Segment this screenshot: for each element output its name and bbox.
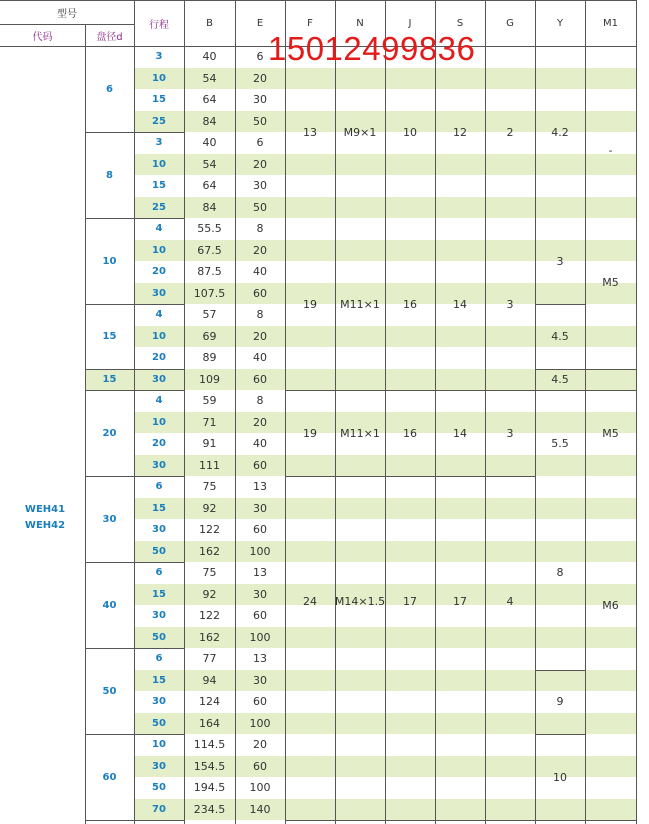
stroke-cell: 50 bbox=[152, 631, 166, 643]
header-M1: M1 bbox=[603, 17, 618, 29]
b-cell: 94 bbox=[202, 673, 217, 687]
b-cell: 64 bbox=[202, 93, 217, 107]
e-cell: 140 bbox=[249, 802, 271, 816]
cell-y: 4.2 bbox=[551, 125, 569, 139]
grid-line bbox=[0, 0, 636, 1]
e-cell: 100 bbox=[249, 716, 271, 730]
cell-g: 3 bbox=[506, 426, 514, 440]
grid-line bbox=[85, 820, 185, 821]
b-cell: 71 bbox=[202, 415, 217, 429]
stroke-cell: 50 bbox=[152, 717, 166, 729]
disc-cell: 10 bbox=[102, 255, 117, 267]
e-cell: 6 bbox=[256, 136, 264, 150]
e-cell: 20 bbox=[253, 738, 267, 752]
b-cell: 122 bbox=[199, 609, 220, 623]
b-cell: 59 bbox=[202, 394, 217, 408]
b-cell: 64 bbox=[202, 179, 217, 193]
e-cell: 100 bbox=[249, 544, 271, 558]
cell-g: 2 bbox=[506, 125, 514, 139]
cell-n: M11×1 bbox=[340, 297, 380, 311]
e-cell: 40 bbox=[253, 265, 267, 279]
watermark-phone: 15012499836 bbox=[268, 30, 476, 67]
cell-j: 16 bbox=[403, 426, 417, 440]
b-cell: 114.5 bbox=[193, 738, 226, 752]
disc-cell: 50 bbox=[102, 685, 117, 697]
stroke-cell: 70 bbox=[152, 803, 166, 815]
e-cell: 13 bbox=[253, 652, 267, 666]
e-cell: 8 bbox=[256, 308, 264, 322]
cell-g: 4 bbox=[506, 594, 514, 608]
e-cell: 60 bbox=[253, 458, 267, 472]
b-cell: 234.5 bbox=[193, 802, 226, 816]
b-cell: 194.5 bbox=[193, 781, 226, 795]
grid-line bbox=[535, 369, 585, 370]
cell-f: 19 bbox=[303, 297, 317, 311]
cell-y: 4.5 bbox=[551, 372, 569, 386]
stroke-cell: 10 bbox=[152, 416, 166, 428]
e-cell: 30 bbox=[253, 93, 267, 107]
cell-y: 5.5 bbox=[551, 437, 569, 451]
e-cell: 50 bbox=[253, 200, 267, 214]
disc-cell: 20 bbox=[102, 427, 117, 439]
stroke-cell: 10 bbox=[152, 330, 166, 342]
b-cell: 111 bbox=[199, 458, 220, 472]
stroke-cell: 30 bbox=[152, 287, 166, 299]
header-code: 代码 bbox=[32, 31, 53, 43]
disc-cell: 60 bbox=[102, 771, 117, 783]
b-cell: 69 bbox=[202, 329, 217, 343]
b-cell: 84 bbox=[202, 114, 217, 128]
cell-m1: M5 bbox=[602, 276, 619, 289]
b-cell: 77 bbox=[202, 652, 217, 666]
header-S: S bbox=[456, 17, 464, 29]
cell-m1: M6 bbox=[602, 598, 619, 612]
cell-s: 12 bbox=[453, 125, 467, 139]
stroke-cell: 6 bbox=[155, 567, 163, 579]
code-weh42: WEH42 bbox=[24, 520, 66, 531]
grid-line bbox=[85, 24, 86, 46]
cell-j: 10 bbox=[403, 125, 417, 139]
e-cell: 40 bbox=[253, 351, 267, 365]
stroke-cell: 15 bbox=[152, 94, 166, 106]
cell-g: 3 bbox=[506, 297, 514, 311]
stroke-cell: 4 bbox=[155, 223, 163, 235]
e-cell: 100 bbox=[249, 630, 271, 644]
cell-n: M14×1.5 bbox=[334, 594, 386, 608]
disc-cell: 6 bbox=[106, 83, 113, 95]
header-G: G bbox=[506, 17, 514, 29]
cell-j: 16 bbox=[403, 297, 417, 311]
stroke-cell: 10 bbox=[152, 244, 166, 256]
stroke-cell: 6 bbox=[155, 481, 163, 493]
grid-line bbox=[535, 670, 585, 671]
e-cell: 20 bbox=[253, 71, 267, 85]
grid-line bbox=[636, 0, 637, 824]
header-model: 型号 bbox=[57, 8, 77, 20]
stroke-cell: 4 bbox=[155, 395, 163, 407]
b-cell: 92 bbox=[202, 501, 217, 515]
e-cell: 60 bbox=[253, 286, 267, 300]
header-J: J bbox=[408, 17, 412, 29]
grid-line bbox=[535, 820, 585, 821]
e-cell: 30 bbox=[253, 179, 267, 193]
stroke-cell: 10 bbox=[152, 72, 166, 84]
b-cell: 122 bbox=[199, 523, 220, 537]
stroke-cell: 6 bbox=[155, 653, 163, 665]
e-cell: 13 bbox=[253, 480, 267, 494]
disc-cell: 8 bbox=[106, 169, 113, 181]
e-cell: 20 bbox=[253, 157, 267, 171]
header-E: E bbox=[256, 17, 264, 29]
cell-m1: M5 bbox=[602, 426, 619, 440]
b-cell: 91 bbox=[202, 437, 217, 451]
e-cell: 60 bbox=[253, 609, 267, 623]
stroke-cell: 15 bbox=[152, 674, 166, 686]
stroke-cell: 30 bbox=[152, 373, 166, 385]
b-cell: 67.5 bbox=[197, 243, 222, 257]
e-cell: 60 bbox=[253, 523, 267, 537]
header-F: F bbox=[307, 17, 313, 29]
b-cell: 107.5 bbox=[193, 286, 226, 300]
grid-line bbox=[535, 46, 585, 47]
stroke-cell: 20 bbox=[152, 352, 166, 364]
grid-line bbox=[535, 390, 585, 391]
code-weh41: WEH41 bbox=[24, 504, 66, 515]
e-cell: 6 bbox=[256, 50, 264, 64]
cell-f: 13 bbox=[303, 125, 317, 139]
b-cell: 40 bbox=[202, 136, 217, 150]
stroke-cell: 25 bbox=[152, 115, 166, 127]
b-cell: 55.5 bbox=[197, 222, 222, 236]
stroke-cell: 50 bbox=[152, 782, 166, 794]
cell-s: 14 bbox=[453, 426, 467, 440]
grid-line bbox=[535, 304, 585, 305]
b-cell: 164 bbox=[199, 716, 220, 730]
b-cell: 75 bbox=[202, 480, 217, 494]
grid-line bbox=[535, 734, 585, 735]
disc-cell: 15 bbox=[102, 330, 117, 342]
grid-line bbox=[585, 390, 636, 391]
b-cell: 84 bbox=[202, 200, 217, 214]
e-cell: 40 bbox=[253, 437, 267, 451]
e-cell: 30 bbox=[253, 673, 267, 687]
cell-y: 8 bbox=[556, 566, 564, 580]
e-cell: 20 bbox=[253, 329, 267, 343]
b-cell: 92 bbox=[202, 587, 217, 601]
stroke-cell: 30 bbox=[152, 696, 166, 708]
header-N: N bbox=[356, 17, 364, 29]
stroke-cell: 30 bbox=[152, 760, 166, 772]
e-cell: 30 bbox=[253, 501, 267, 515]
cell-n: M9×1 bbox=[343, 125, 377, 139]
stroke-cell: 30 bbox=[152, 459, 166, 471]
e-cell: 13 bbox=[253, 566, 267, 580]
header-Y: Y bbox=[556, 17, 564, 29]
cell-j: 17 bbox=[403, 594, 417, 608]
stroke-cell: 25 bbox=[152, 201, 166, 213]
stroke-cell: 4 bbox=[155, 309, 163, 321]
b-cell: 54 bbox=[202, 157, 217, 171]
stroke-cell: 3 bbox=[155, 51, 163, 63]
e-cell: 8 bbox=[256, 394, 264, 408]
cell-y: 4.5 bbox=[551, 329, 569, 343]
cell-f: 19 bbox=[303, 426, 317, 440]
grid-line bbox=[585, 46, 636, 47]
b-cell: 87.5 bbox=[197, 265, 222, 279]
grid-line bbox=[285, 390, 535, 391]
stroke-cell: 10 bbox=[152, 158, 166, 170]
stroke-cell: 30 bbox=[152, 524, 166, 536]
e-cell: 20 bbox=[253, 243, 267, 257]
cell-n: M11×1 bbox=[340, 426, 380, 440]
stroke-cell: 20 bbox=[152, 266, 166, 278]
b-cell: 89 bbox=[202, 351, 217, 365]
e-cell: 20 bbox=[253, 415, 267, 429]
grid-line bbox=[0, 24, 134, 25]
cell-y: 3 bbox=[556, 254, 564, 268]
e-cell: 60 bbox=[253, 759, 267, 773]
disc-cell: 15 bbox=[102, 373, 117, 385]
header-B: B bbox=[206, 17, 213, 29]
stroke-cell: 15 bbox=[152, 502, 166, 514]
disc-cell: 40 bbox=[102, 599, 117, 611]
grid-line bbox=[585, 820, 636, 821]
stroke-cell: 15 bbox=[152, 588, 166, 600]
header-stroke: 行程 bbox=[149, 19, 169, 31]
header-disc-dia: 盘径d bbox=[96, 31, 123, 43]
cell-m1: - bbox=[608, 144, 613, 158]
disc-cell: 30 bbox=[102, 513, 117, 525]
b-cell: 75 bbox=[202, 566, 217, 580]
b-cell: 109 bbox=[199, 372, 220, 386]
e-cell: 8 bbox=[256, 222, 264, 236]
b-cell: 57 bbox=[202, 308, 217, 322]
stroke-cell: 20 bbox=[152, 438, 166, 450]
b-cell: 54 bbox=[202, 71, 217, 85]
code-value bbox=[10, 502, 80, 534]
e-cell: 60 bbox=[253, 695, 267, 709]
stroke-cell: 3 bbox=[155, 137, 163, 149]
e-cell: 100 bbox=[249, 781, 271, 795]
b-cell: 124 bbox=[199, 695, 220, 709]
cell-s: 14 bbox=[453, 297, 467, 311]
stroke-cell: 10 bbox=[152, 739, 166, 751]
e-cell: 30 bbox=[253, 587, 267, 601]
grid-line bbox=[585, 369, 636, 370]
grid-line bbox=[285, 476, 535, 477]
stroke-cell: 15 bbox=[152, 180, 166, 192]
b-cell: 40 bbox=[202, 50, 217, 64]
stroke-cell: 50 bbox=[152, 545, 166, 557]
b-cell: 154.5 bbox=[193, 759, 226, 773]
b-cell: 162 bbox=[199, 630, 220, 644]
cell-s: 17 bbox=[453, 594, 467, 608]
cell-y: 10 bbox=[553, 770, 567, 784]
cell-y: 9 bbox=[556, 695, 564, 709]
stroke-cell: 30 bbox=[152, 610, 166, 622]
e-cell: 50 bbox=[253, 114, 267, 128]
b-cell: 162 bbox=[199, 544, 220, 558]
cell-f: 24 bbox=[303, 594, 317, 608]
e-cell: 60 bbox=[253, 372, 267, 386]
